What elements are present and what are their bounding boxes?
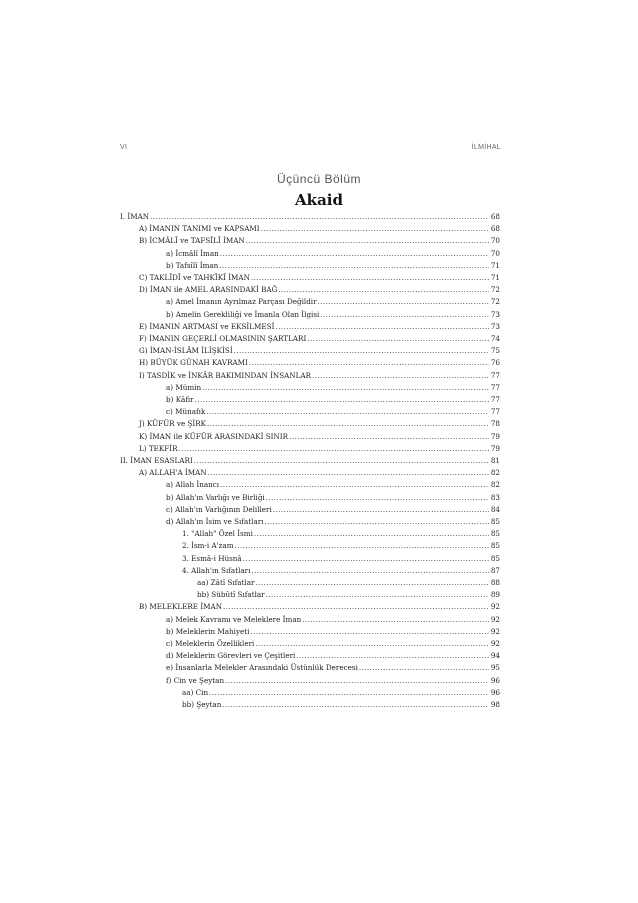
toc-entry bbox=[166, 260, 500, 272]
toc-entry-label: II. İMAN ESASLARI bbox=[120, 456, 193, 465]
toc-entry bbox=[139, 467, 500, 479]
toc-entry-label: I) TASDİK ve İNKÂR BAKIMINDAN İNSANLAR bbox=[139, 370, 311, 380]
toc-leader-dots bbox=[194, 455, 489, 467]
toc-leader-dots bbox=[320, 309, 489, 321]
toc-entry-label: 1. "Allah" Özel İsmi bbox=[182, 529, 253, 539]
toc-entry-page: 87 bbox=[490, 565, 500, 575]
toc-leader-dots bbox=[261, 223, 489, 235]
toc-entry bbox=[166, 662, 500, 674]
toc-entry-page: 81 bbox=[490, 456, 500, 465]
toc-entry bbox=[139, 272, 500, 284]
toc-entry bbox=[166, 309, 500, 321]
toc-entry bbox=[166, 675, 500, 687]
toc-leader-dots bbox=[208, 467, 489, 479]
toc-entry-label: 3. Esmâ-i Hüsnâ bbox=[182, 553, 242, 563]
toc-entry-label: a) İcmâlî İman bbox=[166, 248, 219, 258]
toc-entry-page: 79 bbox=[490, 443, 500, 453]
toc-leader-dots bbox=[359, 662, 489, 674]
toc-entry-page: 77 bbox=[490, 407, 500, 417]
toc-entry-page: 92 bbox=[490, 626, 500, 636]
toc-entry-label: 4. Allah'ın Sıfatları bbox=[182, 565, 251, 575]
toc-entry-label: b) Tafsîlî İman bbox=[166, 260, 219, 270]
toc-entry bbox=[166, 504, 500, 516]
toc-leader-dots bbox=[289, 431, 489, 443]
toc-entry-page: 82 bbox=[490, 468, 500, 478]
toc-leader-dots bbox=[251, 565, 488, 577]
toc-entry bbox=[182, 528, 500, 540]
toc-entry-page: 71 bbox=[490, 273, 500, 282]
toc-leader-dots bbox=[225, 675, 489, 687]
toc-entry-label: b) Kâfir bbox=[166, 395, 194, 404]
toc-entry-page: 76 bbox=[490, 358, 500, 368]
toc-entry-page: 98 bbox=[490, 700, 500, 709]
toc-entry bbox=[139, 357, 500, 369]
toc-entry-page: 75 bbox=[490, 346, 500, 356]
toc-entry bbox=[182, 553, 500, 565]
toc-entry-label: F) İMANIN GEÇERLİ OLMASININ ŞARTLARI bbox=[139, 334, 307, 343]
toc-entry-label: aa) Cin bbox=[182, 687, 209, 697]
toc-leader-dots bbox=[235, 540, 489, 552]
toc-entry bbox=[166, 638, 500, 650]
toc-leader-dots bbox=[223, 601, 489, 613]
toc-entry-label: A) ALLAH'A İMAN bbox=[139, 468, 207, 478]
toc-entry-label: d) Meleklerin Görevleri ve Çeşitleri bbox=[166, 651, 296, 661]
page-number: VI bbox=[120, 144, 128, 151]
toc-entry-page: 92 bbox=[490, 602, 500, 612]
toc-entry bbox=[166, 516, 500, 528]
toc-entry-label: bb) Sübûtî Sıfatlar bbox=[197, 590, 265, 600]
toc-entry-page: 92 bbox=[490, 639, 500, 648]
toc-leader-dots bbox=[296, 650, 489, 662]
toc-entry bbox=[139, 370, 500, 382]
toc-entry-page: 72 bbox=[490, 285, 500, 295]
toc-entry bbox=[166, 248, 500, 260]
toc-entry bbox=[139, 333, 500, 345]
toc-leader-dots bbox=[209, 687, 489, 699]
toc-leader-dots bbox=[220, 248, 489, 260]
toc-entry bbox=[182, 687, 500, 699]
toc-leader-dots bbox=[318, 296, 489, 308]
toc-leader-dots bbox=[264, 516, 488, 528]
toc-leader-dots bbox=[202, 382, 489, 394]
toc-entry bbox=[166, 650, 500, 662]
toc-entry bbox=[166, 626, 500, 638]
toc-leader-dots bbox=[255, 638, 489, 650]
toc-entry-page: 72 bbox=[490, 297, 500, 307]
toc-entry-label: a) Mümin bbox=[166, 382, 202, 392]
toc-entry-label: aa) Zâtî Sıfatlar bbox=[197, 578, 255, 587]
toc-entry bbox=[139, 418, 500, 430]
toc-entry bbox=[166, 406, 500, 418]
toc-entry bbox=[120, 211, 500, 223]
toc-leader-dots bbox=[273, 504, 489, 516]
toc-leader-dots bbox=[256, 577, 489, 589]
toc-entry-label: I. İMAN bbox=[120, 212, 150, 221]
toc-entry-page: 70 bbox=[490, 248, 500, 258]
toc-entry-label: e) İnsanlarla Melekler Arasındaki Üstünlük Derecesi bbox=[166, 663, 358, 673]
toc-entry-page: 77 bbox=[490, 382, 500, 392]
toc-entry-page: 88 bbox=[490, 578, 500, 587]
toc-entry-page: 73 bbox=[490, 309, 500, 319]
toc-entry-label: c) Münafık bbox=[166, 407, 206, 417]
toc-leader-dots bbox=[179, 443, 489, 455]
toc-entry-label: d) Allah'ın İsim ve Sıfatları bbox=[166, 517, 264, 526]
toc-entry-label: H) BÜYÜK GÜNAH KAVRAMI bbox=[139, 358, 248, 368]
section-label: Üçüncü Bölüm bbox=[276, 172, 362, 186]
toc-entry-page: 83 bbox=[490, 492, 500, 502]
toc-leader-dots bbox=[249, 357, 489, 369]
toc-entry-page: 68 bbox=[490, 212, 500, 221]
toc-leader-dots bbox=[251, 626, 489, 638]
toc-entry bbox=[182, 565, 500, 577]
toc-leader-dots bbox=[266, 492, 489, 504]
toc-entry bbox=[166, 479, 500, 491]
toc-entry bbox=[166, 394, 500, 406]
toc-entry-label: c) Allah'ın Varlığının Delilleri bbox=[166, 504, 272, 514]
page-title: Akaid bbox=[295, 191, 343, 209]
toc-leader-dots bbox=[275, 321, 488, 333]
toc-entry bbox=[182, 699, 500, 711]
toc-entry-label: bb) Şeytan bbox=[182, 700, 222, 709]
toc-entry-page: 94 bbox=[490, 651, 500, 661]
toc-entry bbox=[139, 235, 500, 247]
toc-entry bbox=[139, 443, 500, 455]
toc-entry bbox=[139, 321, 500, 333]
toc-entry-label: L) TEKFİR bbox=[139, 443, 178, 453]
toc-entry bbox=[166, 492, 500, 504]
toc-entry bbox=[166, 382, 500, 394]
toc-entry bbox=[166, 296, 500, 308]
toc-entry-page: 89 bbox=[490, 590, 500, 600]
toc-leader-dots bbox=[234, 345, 489, 357]
toc-entry-page: 85 bbox=[490, 517, 500, 526]
toc-entry bbox=[182, 540, 500, 552]
toc-entry-label: G) İMAN-İSLÂM İLİŞKİSİ bbox=[139, 346, 233, 356]
toc-entry-label: E) İMANIN ARTMASI ve EKSİLMESİ bbox=[139, 321, 275, 331]
toc-entry-page: 78 bbox=[490, 419, 500, 429]
toc-entry-page: 96 bbox=[490, 675, 500, 685]
toc-entry-label: a) Allah İnancı bbox=[166, 480, 220, 490]
toc-entry-page: 79 bbox=[490, 431, 500, 441]
toc-entry-label: b) Allah'ın Varlığı ve Birliği bbox=[166, 492, 265, 502]
toc-entry-page: 82 bbox=[490, 480, 500, 490]
toc-entry bbox=[139, 223, 500, 235]
toc-entry-page: 68 bbox=[490, 224, 500, 234]
toc-entry-label: K) İMAN ile KÜFÜR ARASINDAKİ SINIR bbox=[139, 431, 289, 441]
toc-entry-label: a) Amel İmanın Ayrılmaz Parçası Değildir bbox=[166, 297, 317, 307]
toc-entry-page: 77 bbox=[490, 370, 500, 380]
toc-entry-page: 92 bbox=[490, 614, 500, 624]
toc-entry-label: J) KÜFÜR ve ŞİRK bbox=[139, 419, 207, 429]
toc-entry-page: 84 bbox=[490, 504, 500, 514]
running-header: İLMİHAL bbox=[471, 144, 501, 151]
toc-leader-dots bbox=[206, 406, 489, 418]
toc-leader-dots bbox=[278, 284, 489, 296]
toc-leader-dots bbox=[307, 333, 489, 345]
toc-entry-label: D) İMAN ile AMEL ARASINDAKİ BAĞ bbox=[139, 285, 278, 295]
toc-leader-dots bbox=[243, 553, 489, 565]
toc-entry bbox=[197, 589, 500, 601]
toc-entry-page: 74 bbox=[490, 334, 500, 343]
toc-entry-label: b) Meleklerin Mahiyeti bbox=[166, 626, 250, 636]
toc-entry-label: c) Meleklerin Özellikleri bbox=[166, 639, 255, 648]
toc-entry-label: 2. İsm-i A'zam bbox=[182, 541, 234, 551]
toc-leader-dots bbox=[220, 479, 489, 491]
toc-entry-page: 85 bbox=[490, 541, 500, 551]
toc-entry-label: B) MELEKLERE İMAN bbox=[139, 602, 223, 612]
toc-leader-dots bbox=[254, 528, 489, 540]
toc-entry bbox=[139, 431, 500, 443]
toc-entry bbox=[139, 601, 500, 613]
toc-entry-label: f) Cin ve Şeytan bbox=[166, 675, 225, 685]
toc-entry bbox=[197, 577, 500, 589]
toc-entry-label: B) İCMÂLÎ ve TAFSÎLÎ İMAN bbox=[139, 236, 245, 246]
toc-entry-page: 77 bbox=[490, 395, 500, 404]
toc-leader-dots bbox=[251, 272, 489, 284]
toc-entry-page: 73 bbox=[490, 321, 500, 331]
toc-entry-page: 70 bbox=[490, 236, 500, 246]
toc-entry bbox=[166, 614, 500, 626]
toc-leader-dots bbox=[312, 370, 489, 382]
toc-leader-dots bbox=[222, 699, 489, 711]
toc-entry-page: 85 bbox=[490, 553, 500, 563]
toc-entry-label: b) Amelin Gerekliliği ve İmanla Olan İlgisi bbox=[166, 309, 320, 319]
toc-leader-dots bbox=[207, 418, 489, 430]
toc-entry-label: C) TAKLÎDÎ ve TAHKÎKÎ İMAN bbox=[139, 273, 250, 282]
toc-entry bbox=[120, 455, 500, 467]
toc-entry-page: 96 bbox=[490, 687, 500, 697]
toc-leader-dots bbox=[266, 589, 489, 601]
toc-leader-dots bbox=[195, 394, 489, 406]
toc-entry-label: a) Melek Kavramı ve Meleklere İman bbox=[166, 614, 302, 624]
toc-entry bbox=[139, 345, 500, 357]
toc-entry-page: 85 bbox=[490, 529, 500, 539]
toc-entry-label: A) İMANIN TANIMI ve KAPSAMI bbox=[139, 224, 260, 234]
toc-leader-dots bbox=[150, 211, 489, 223]
toc-leader-dots bbox=[302, 614, 489, 626]
toc-leader-dots bbox=[246, 235, 489, 247]
toc-entry bbox=[139, 284, 500, 296]
toc-entry-page: 71 bbox=[490, 260, 500, 270]
toc-leader-dots bbox=[219, 260, 489, 272]
toc-entry-page: 95 bbox=[490, 663, 500, 673]
